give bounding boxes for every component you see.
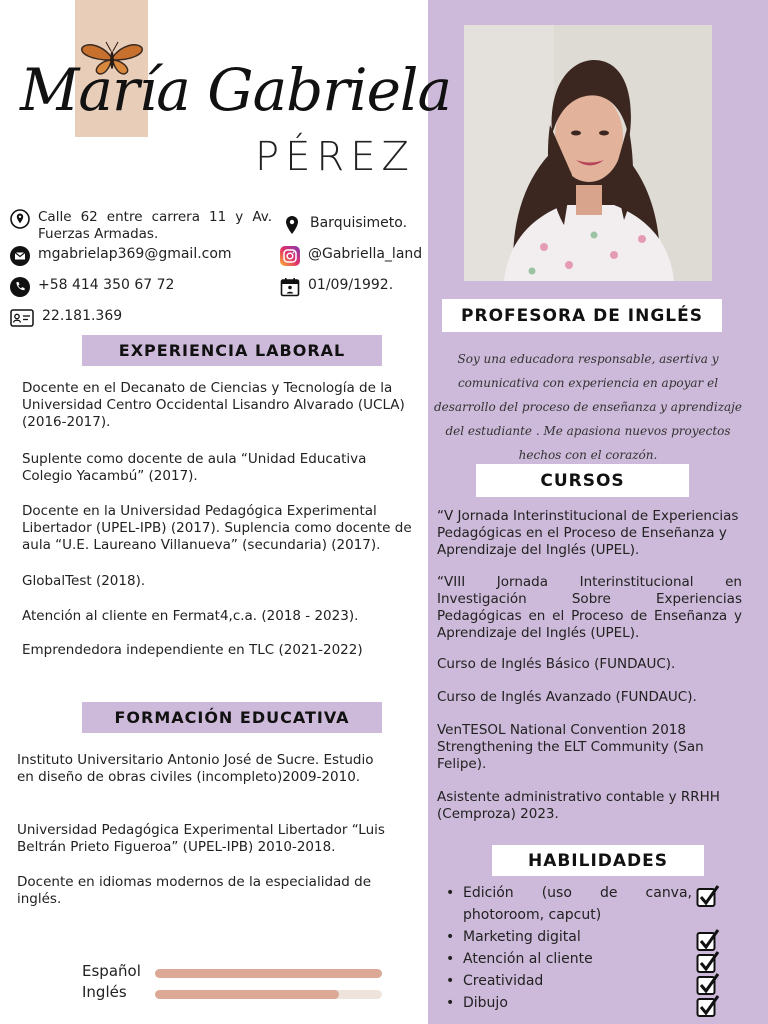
course-item: Curso de Inglés Básico (FUNDAUC). [437, 656, 676, 672]
checkbox-checked-icon [696, 884, 720, 908]
email-text: mgabrielap369@gmail.com [38, 246, 232, 262]
course-item: “V Jornada Interinstitucional de Experiencias Pedagógicas en el Proceso de Enseñanza y Aprendizaje del Inglés (UPEL). [437, 508, 739, 558]
experience-item: Emprendedora independiente en TLC (2021-2022) [22, 642, 363, 658]
education-item: Docente en idiomas modernos de la especialidad de inglés. [17, 874, 372, 907]
language-bar-fill [155, 969, 382, 978]
contact-city [282, 215, 407, 235]
skill-item [440, 882, 740, 926]
profile-photo [464, 25, 712, 281]
language-label: Español [82, 962, 141, 980]
skill-label: Dibujo [463, 995, 508, 1011]
course-item: Asistente administrativo contable y RRHH (Cemproza) 2023. [437, 789, 720, 822]
portrait-illustration [464, 25, 712, 281]
instagram-text: @Gabriella_land [308, 246, 423, 262]
contact-email [10, 246, 232, 266]
contact-instagram [280, 246, 422, 266]
map-pin-icon [282, 215, 302, 235]
skills-list [440, 882, 740, 1014]
education-item: Instituto Universitario Antonio José de Sucre. Estudio en diseño de obras civiles (incompleto)2009-2010. [17, 752, 374, 785]
language-bar-fill [155, 990, 339, 999]
first-name: María Gabriela [20, 56, 452, 124]
id-text: 22.181.369 [42, 308, 123, 324]
calendar-icon [280, 277, 300, 297]
experience-item: GlobalTest (2018). [22, 573, 146, 589]
education-item: Universidad Pedagógica Experimental Libertador “Luis Beltrán Prieto Figueroa” (UPEL-IPB) 2010-2018. [17, 822, 385, 855]
address-text: Calle 62 entre carrera 11 y Av. Fuerzas Armadas. [38, 209, 272, 242]
professional-summary: Soy una educadora responsable, asertiva y comunicativa con experiencia en apoyar el desarrollo del proceso de enseñanza y aprendizaje del estudiante . Me apasiona nuevos proyectos hechos con el corazón. [433, 352, 742, 462]
skill-item [440, 948, 740, 970]
contact-phone [10, 277, 174, 297]
skills-heading: HABILIDADES [492, 845, 704, 876]
skill-label: • Edición (uso de canva, photoroom, capcut) [463, 885, 692, 923]
course-item: Curso de Inglés Avanzado (FUNDAUC). [437, 689, 697, 705]
language-bar [155, 969, 382, 978]
experience-item: Atención al cliente en Fermat4,c.a. (2018 - 2023). [22, 608, 359, 624]
education-heading: FORMACIÓN EDUCATIVA [82, 702, 382, 733]
course-item: “VIII Jornada Interinstitucional en Investigación Sobre Experiencias Pedagógicas en el Proceso de Enseñanza y Aprendizaje del Inglés (UPEL). [437, 574, 742, 641]
experience-item: Docente en la Universidad Pedagógica Experimental Libertador (UPEL-IPB) (2017). Suplencia como docente de aula “U.E. Laureano Villanueva” (secundaria) (2017). [22, 503, 412, 553]
id-card-icon [10, 308, 34, 328]
location-pin-icon [10, 209, 30, 229]
job-title: PROFESORA DE INGLÉS [442, 299, 722, 332]
contact-address [10, 209, 272, 243]
courses-heading: CURSOS [476, 464, 689, 497]
instagram-icon [280, 246, 300, 266]
experience-item: Docente en el Decanato de Ciencias y Tecnología de la Universidad Centro Occidental Lisandro Alvarado (UCLA) (2016-2017). [22, 380, 405, 430]
language-label: Inglés [82, 983, 127, 1001]
skill-label: Atención al cliente [463, 951, 593, 967]
language-bar [155, 990, 382, 999]
course-item: VenTESOL National Convention 2018 Strengthening the ELT Community (San Felipe). [437, 722, 704, 772]
experience-item: Suplente como docente de aula “Unidad Educativa Colegio Yacambú” (2017). [22, 451, 367, 484]
skill-item [440, 970, 740, 992]
last-name: PÉREZ [255, 134, 415, 180]
skill-label: Marketing digital [463, 929, 581, 945]
contact-birthdate [280, 277, 393, 297]
phone-icon [10, 277, 30, 297]
phone-text: +58 414 350 67 72 [38, 277, 175, 293]
contact-id [10, 308, 122, 328]
birthdate-text: 01/09/1992. [308, 277, 394, 293]
city-text: Barquisimeto. [310, 215, 408, 231]
skill-item [440, 992, 740, 1014]
email-icon [10, 246, 30, 266]
skill-item [440, 926, 740, 948]
experience-heading: EXPERIENCIA LABORAL [82, 335, 382, 366]
skill-label: Creatividad [463, 973, 544, 989]
checkbox-checked-icon [696, 994, 720, 1018]
